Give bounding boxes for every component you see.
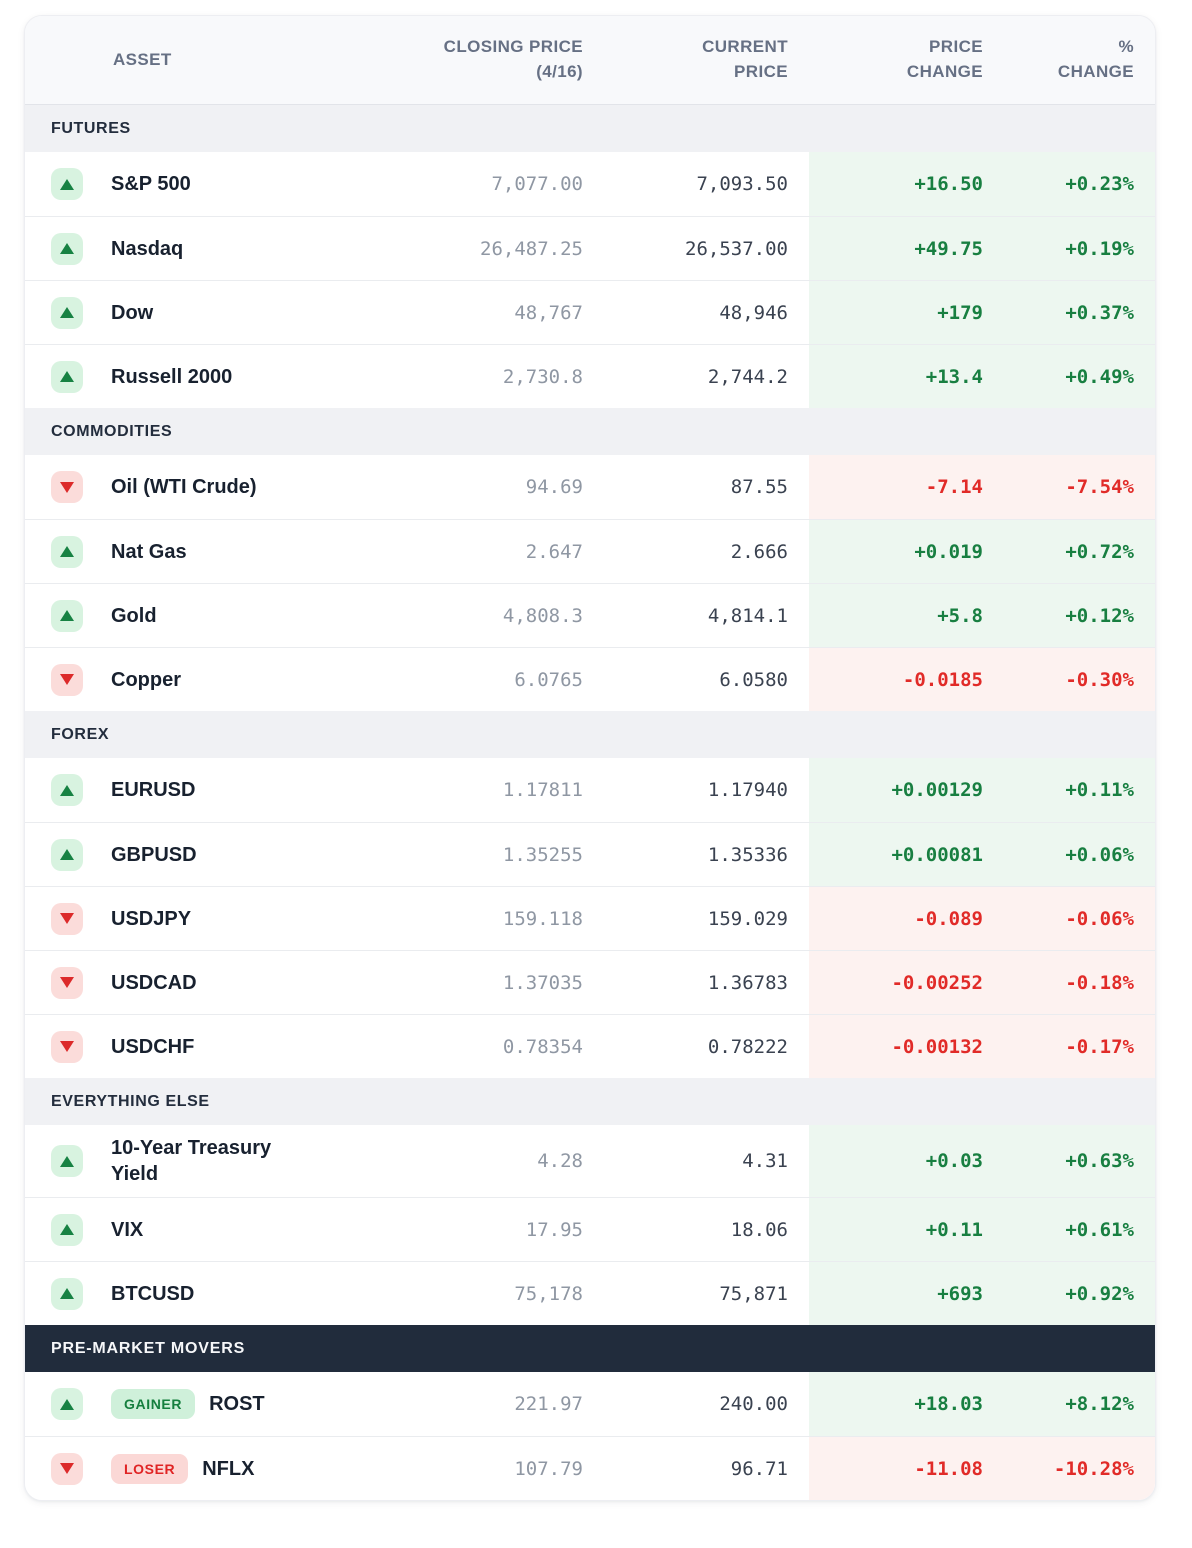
section-label: COMMODITIES (51, 422, 173, 440)
table-row[interactable] (25, 1014, 1155, 1078)
closing-price: 17.95 (525, 1218, 583, 1241)
percent-change: +8.12% (1065, 1393, 1134, 1415)
percent-change: +0.19% (1065, 237, 1134, 260)
table-row[interactable] (25, 152, 1155, 216)
table-row[interactable] (25, 822, 1155, 886)
price-change: -0.00132 (891, 1035, 983, 1058)
change-zone (809, 1015, 1156, 1078)
column-header-percent-change (983, 35, 1134, 84)
asset-name: S&P 500 (111, 173, 191, 195)
column-header-line: (4/16) (536, 62, 583, 81)
price-change: +0.03 (925, 1150, 983, 1172)
change-zone (809, 217, 1156, 280)
asset-cell (25, 455, 378, 519)
current-price: 1.35336 (707, 843, 788, 866)
change-zone (809, 520, 1156, 583)
column-header-line: PRICE (929, 37, 983, 57)
table-row[interactable] (25, 216, 1155, 280)
change-zone (809, 584, 1156, 647)
change-zone (809, 152, 1156, 216)
price-change: +49.75 (914, 237, 983, 260)
current-price: 96.71 (730, 1457, 788, 1480)
change-zone (809, 887, 1156, 950)
price-change: +0.11 (925, 1218, 983, 1241)
table-section (25, 1325, 1155, 1500)
closing-price: 107.79 (514, 1457, 583, 1480)
asset-cell (25, 1372, 378, 1436)
asset-name: USDCHF (111, 1035, 195, 1058)
price-change: -11.08 (914, 1457, 983, 1480)
table-row[interactable] (25, 1436, 1155, 1500)
table-row[interactable] (25, 519, 1155, 583)
change-zone (809, 455, 1156, 519)
change-zone (809, 345, 1156, 408)
market-table-card (24, 15, 1156, 1501)
asset-name: ROST (209, 1393, 265, 1415)
asset-cell (25, 887, 378, 950)
section-label: FUTURES (51, 119, 131, 137)
asset-cell (25, 951, 378, 1014)
percent-change: -0.18% (1065, 971, 1134, 994)
percent-change: -0.06% (1065, 907, 1134, 930)
price-change: +13.4 (925, 365, 983, 388)
asset-cell (25, 152, 378, 216)
percent-change: -10.28% (1053, 1457, 1134, 1480)
price-change: +0.00081 (891, 843, 983, 866)
current-price: 2,744.2 (707, 365, 788, 388)
closing-price: 1.17811 (502, 779, 583, 801)
closing-price: 6.0765 (514, 668, 583, 691)
asset-name: Russell 2000 (111, 365, 233, 388)
asset-cell (25, 1015, 378, 1078)
arrow-up-icon (51, 839, 83, 871)
asset-cell (25, 345, 378, 408)
price-change: +0.00129 (891, 779, 983, 801)
price-change: +18.03 (914, 1393, 983, 1415)
percent-change: +0.12% (1065, 604, 1134, 627)
section-rows (25, 455, 1155, 711)
section-label: PRE-MARKET MOVERS (51, 1339, 246, 1357)
table-row[interactable] (25, 280, 1155, 344)
asset-cell (25, 758, 378, 822)
column-header-closing-price (378, 35, 583, 84)
asset-cell (25, 823, 378, 886)
section-header (25, 711, 1155, 758)
closing-price: 48,767 (514, 301, 583, 324)
price-change: +16.50 (914, 173, 983, 195)
current-price: 6.0580 (719, 668, 788, 691)
change-zone (809, 1372, 1156, 1436)
section-header (25, 408, 1155, 455)
column-header-line: ASSET (113, 49, 172, 69)
current-price: 1.17940 (707, 779, 788, 801)
column-header-change-group (809, 16, 1156, 104)
table-row[interactable] (25, 455, 1155, 519)
closing-price: 221.97 (514, 1393, 583, 1415)
section-rows (25, 152, 1155, 408)
arrow-down-icon (51, 1453, 83, 1485)
asset-name: Copper (111, 668, 181, 691)
table-section (25, 105, 1155, 408)
change-zone (809, 823, 1156, 886)
current-price: 2.666 (730, 540, 788, 563)
asset-cell (25, 648, 378, 711)
arrow-up-icon (51, 1278, 83, 1310)
column-header-line: PRICE (734, 62, 788, 81)
current-price: 18.06 (730, 1218, 788, 1241)
closing-price: 1.35255 (502, 843, 583, 866)
arrow-up-icon (51, 1145, 83, 1177)
percent-change: -0.30% (1065, 668, 1134, 691)
asset-cell (25, 1125, 378, 1197)
table-section (25, 711, 1155, 1078)
section-header (25, 1325, 1155, 1372)
asset-name: Gold (111, 604, 157, 627)
price-change: +5.8 (937, 604, 983, 627)
closing-price: 75,178 (514, 1282, 583, 1305)
percent-change: +0.37% (1065, 301, 1134, 324)
current-price: 4,814.1 (707, 604, 788, 627)
price-change: +179 (937, 301, 983, 324)
table-row[interactable] (25, 886, 1155, 950)
arrow-up-icon (51, 536, 83, 568)
table-row[interactable] (25, 1372, 1155, 1436)
current-price: 1.36783 (707, 971, 788, 994)
arrow-up-icon (51, 297, 83, 329)
table-row[interactable] (25, 1261, 1155, 1325)
column-header-current-price (583, 35, 809, 84)
percent-change: -7.54% (1065, 476, 1134, 498)
asset-cell (25, 1262, 378, 1325)
arrow-down-icon (51, 664, 83, 696)
current-price: 7,093.50 (696, 173, 788, 195)
asset-name: GBPUSD (111, 843, 197, 866)
current-price: 159.029 (707, 907, 788, 930)
mover-badge: LOSER (111, 1454, 188, 1484)
section-header (25, 1078, 1155, 1125)
asset-name: NFLX (202, 1457, 255, 1480)
section-rows (25, 1125, 1155, 1325)
percent-change: +0.92% (1065, 1282, 1134, 1305)
price-change: -0.089 (914, 907, 983, 930)
percent-change: +0.23% (1065, 173, 1134, 195)
asset-name: Nat Gas (111, 540, 187, 563)
asset-name: USDCAD (111, 971, 197, 994)
asset-name: Dow (111, 301, 154, 324)
arrow-down-icon (51, 967, 83, 999)
asset-name: Oil (WTI Crude) (111, 476, 257, 498)
table-row[interactable] (25, 758, 1155, 822)
change-zone (809, 758, 1156, 822)
percent-change: -0.17% (1065, 1035, 1134, 1058)
change-zone (809, 1125, 1156, 1197)
asset-cell (25, 520, 378, 583)
column-header-line: CURRENT (702, 37, 788, 57)
asset-cell (25, 1198, 378, 1261)
table-row[interactable] (25, 647, 1155, 711)
closing-price: 159.118 (502, 907, 583, 930)
table-row[interactable] (25, 344, 1155, 408)
closing-price: 4.28 (537, 1150, 583, 1172)
table-row[interactable] (25, 1197, 1155, 1261)
asset-cell (25, 217, 378, 280)
closing-price: 7,077.00 (491, 173, 583, 195)
current-price: 26,537.00 (685, 237, 788, 260)
column-header-line: CHANGE (906, 62, 983, 81)
arrow-up-icon (51, 1214, 83, 1246)
asset-cell (25, 281, 378, 344)
arrow-up-icon (51, 233, 83, 265)
arrow-up-icon (51, 600, 83, 632)
asset-name: BTCUSD (111, 1282, 195, 1305)
percent-change: +0.72% (1065, 540, 1134, 563)
table-section (25, 1078, 1155, 1325)
column-header-asset (25, 48, 378, 73)
table-row[interactable] (25, 950, 1155, 1014)
arrow-up-icon (51, 168, 83, 200)
price-change: +0.019 (914, 540, 983, 563)
current-price: 0.78222 (707, 1035, 788, 1058)
percent-change: +0.63% (1065, 1150, 1134, 1172)
section-rows (25, 758, 1155, 1078)
current-price: 75,871 (719, 1282, 788, 1305)
closing-price: 0.78354 (502, 1035, 583, 1058)
price-change: +693 (937, 1282, 983, 1305)
change-zone (809, 951, 1156, 1014)
closing-price: 94.69 (525, 476, 583, 498)
asset-name: USDJPY (111, 907, 192, 930)
table-row[interactable] (25, 583, 1155, 647)
column-header-line: % (1118, 37, 1134, 57)
percent-change: +0.49% (1065, 365, 1134, 388)
asset-name: Nasdaq (111, 237, 184, 260)
price-change: -0.00252 (891, 971, 983, 994)
arrow-up-icon (51, 1388, 83, 1420)
change-zone (809, 1437, 1156, 1500)
price-change: -7.14 (925, 476, 983, 498)
change-zone (809, 1262, 1156, 1325)
mover-badge: GAINER (111, 1389, 195, 1419)
asset-name: VIX (111, 1218, 144, 1241)
arrow-down-icon (51, 471, 83, 503)
asset-cell (25, 584, 378, 647)
table-body (25, 105, 1155, 1500)
price-change: -0.0185 (902, 668, 983, 691)
change-zone (809, 1198, 1156, 1261)
asset-name: 10-Year Treasury Yield (111, 1137, 272, 1185)
arrow-down-icon (51, 903, 83, 935)
closing-price: 26,487.25 (480, 237, 583, 260)
section-label: EVERYTHING ELSE (51, 1092, 210, 1110)
closing-price: 1.37035 (502, 971, 583, 994)
percent-change: +0.61% (1065, 1218, 1134, 1241)
current-price: 48,946 (719, 301, 788, 324)
change-zone (809, 281, 1156, 344)
closing-price: 2.647 (525, 540, 583, 563)
arrow-down-icon (51, 1031, 83, 1063)
current-price: 240.00 (719, 1393, 788, 1415)
section-rows (25, 1372, 1155, 1500)
column-header-line: CHANGE (1057, 62, 1134, 81)
asset-name: EURUSD (111, 779, 196, 801)
closing-price: 2,730.8 (502, 365, 583, 388)
current-price: 87.55 (730, 476, 788, 498)
closing-price: 4,808.3 (502, 604, 583, 627)
table-header (25, 16, 1155, 105)
current-price: 4.31 (742, 1150, 788, 1172)
section-label: FOREX (51, 725, 110, 743)
column-header-price-change (809, 35, 983, 84)
asset-cell (25, 1437, 378, 1500)
column-header-line: CLOSING PRICE (443, 37, 583, 57)
table-row[interactable] (25, 1125, 1155, 1197)
percent-change: +0.06% (1065, 843, 1134, 866)
arrow-up-icon (51, 361, 83, 393)
change-zone (809, 648, 1156, 711)
section-header (25, 105, 1155, 152)
percent-change: +0.11% (1065, 779, 1134, 801)
arrow-up-icon (51, 774, 83, 806)
table-section (25, 408, 1155, 711)
